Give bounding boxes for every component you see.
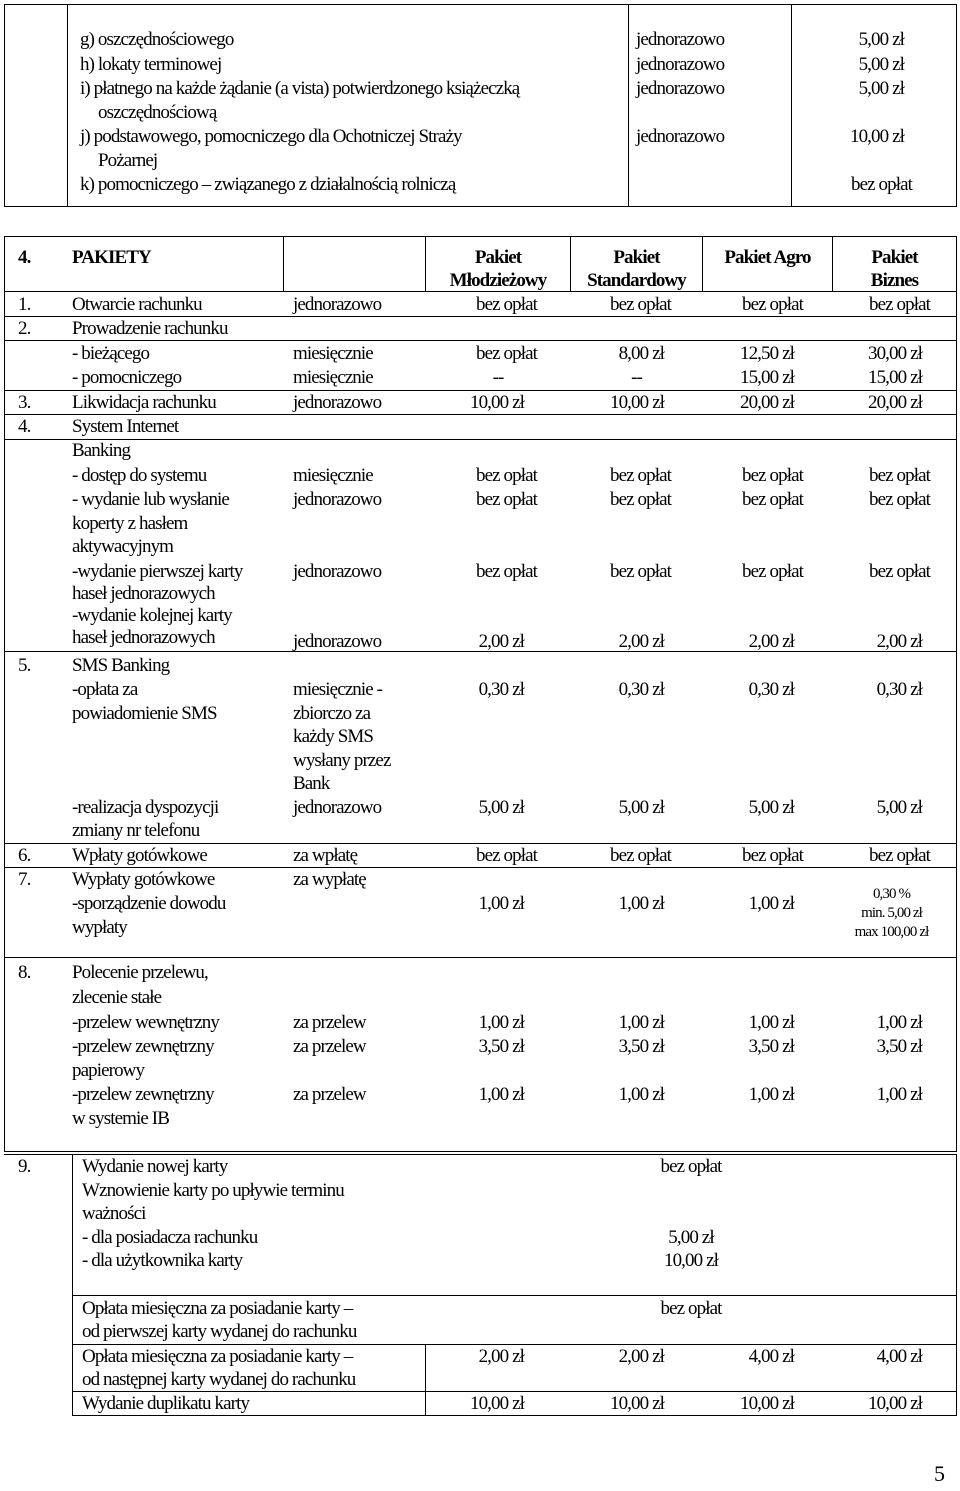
row-frequency-cont: każdy SMS <box>293 726 374 747</box>
row-fee: 10,00 zł <box>849 126 904 147</box>
rule <box>956 1154 957 1416</box>
rule <box>72 1415 957 1416</box>
row-frequency: jednorazowo <box>636 54 725 75</box>
fee-standardowy: bez opłat <box>609 465 671 486</box>
rule <box>4 4 957 5</box>
rule <box>72 1154 73 1416</box>
fee-agro: bez opłat <box>741 489 803 510</box>
row-label-cont: Pożarnej <box>98 150 158 171</box>
fee-mlodziezowy: bez opłat <box>475 465 537 486</box>
fee-standardowy: 0,30 zł <box>618 679 664 700</box>
fee-mlodziezowy: bez opłat <box>475 561 537 582</box>
section-number: 4. <box>18 247 31 268</box>
row-frequency: jednorazowo <box>636 29 725 50</box>
row-number: 2. <box>18 318 31 339</box>
row-label-cont: haseł jednorazowych <box>72 627 215 648</box>
fee-mlodziezowy: bez opłat <box>475 845 537 866</box>
fee-agro: 4,00 zł <box>748 1346 794 1367</box>
row-label: Wpłaty gotówkowe <box>72 845 207 866</box>
package-header: Pakiet Agro <box>724 247 811 268</box>
row-label: Prowadzenie rachunku <box>72 318 228 339</box>
fee-biznes: 0,30 % <box>872 886 911 902</box>
package-header: Pakiet <box>613 247 660 268</box>
row-label: -wydanie kolejnej karty <box>72 605 232 626</box>
row-label-cont: w systemie IB <box>72 1108 170 1129</box>
row-label: -realizacja dyspozycji <box>72 797 219 818</box>
row-frequency: jednorazowo <box>293 797 382 818</box>
fee-biznes-min: min. 5,00 zł <box>861 905 922 921</box>
fee-standardowy: 3,50 zł <box>618 1036 664 1057</box>
fee-mlodziezowy: 10,00 zł <box>469 392 524 413</box>
row-label-cont: -sporządzenie dowodu <box>72 893 226 914</box>
fee-standardowy: 10,00 zł <box>609 392 664 413</box>
row-label: Wypłaty gotówkowe <box>72 869 215 890</box>
fee-mlodziezowy: -- <box>492 367 504 388</box>
fee-mlodziezowy: 2,00 zł <box>478 1346 524 1367</box>
row-frequency-cont: zbiorczo za <box>293 703 371 724</box>
row-number: 1. <box>18 294 31 315</box>
package-header: Pakiet <box>871 247 918 268</box>
row-label: -przelew zewnętrzny <box>72 1036 214 1057</box>
row-frequency: miesięcznie - <box>293 679 383 700</box>
row-frequency: jednorazowo <box>293 489 382 510</box>
row-frequency: jednorazowo <box>293 294 382 315</box>
row-frequency-cont: Bank <box>293 773 330 794</box>
fee-agro: 1,00 zł <box>748 1084 794 1105</box>
fee-standardowy: 1,00 zł <box>618 1084 664 1105</box>
fee-biznes: 10,00 zł <box>867 1393 922 1414</box>
row-fee: 5,00 zł <box>858 54 904 75</box>
row-frequency: za przelew <box>293 1036 366 1057</box>
rule <box>72 1295 957 1296</box>
row-label: System Internet <box>72 416 179 437</box>
row-label-cont: - dla użytkownika karty <box>82 1250 243 1271</box>
fee-agro: bez opłat <box>741 294 803 315</box>
fee-standardowy: 8,00 zł <box>618 343 664 364</box>
row-fee: 5,00 zł <box>858 78 904 99</box>
row-label: Otwarcie rachunku <box>72 294 202 315</box>
fee-biznes: bez opłat <box>868 489 930 510</box>
fee-standardowy: 10,00 zł <box>609 1393 664 1414</box>
section-title: PAKIETY <box>72 247 151 268</box>
rule <box>67 4 68 207</box>
page-number: 5 <box>934 1461 945 1486</box>
fee-standardowy: bez opłat <box>609 489 671 510</box>
rule <box>4 206 957 207</box>
row-label: Likwidacja rachunku <box>72 392 216 413</box>
row-frequency: jednorazowo <box>293 631 382 652</box>
row-label: - dostęp do systemu <box>72 465 207 486</box>
row-label: h) lokaty terminowej <box>80 54 222 75</box>
fee-agro: bez opłat <box>741 845 803 866</box>
fee-mlodziezowy: 0,30 zł <box>478 679 524 700</box>
row-label: Wydanie duplikatu karty <box>82 1393 250 1414</box>
rule <box>628 4 629 207</box>
fee-mlodziezowy: 3,50 zł <box>478 1036 524 1057</box>
fee-agro: 20,00 zł <box>739 392 794 413</box>
fee-biznes: 5,00 zł <box>876 797 922 818</box>
rule <box>283 236 284 291</box>
row-fee: 5,00 zł <box>858 29 904 50</box>
row-number: 8. <box>18 962 31 983</box>
fee-agro: 0,30 zł <box>748 679 794 700</box>
row-frequency: jednorazowo <box>636 126 725 147</box>
fee-standardowy: 2,00 zł <box>618 1346 664 1367</box>
fee-standardowy: 2,00 zł <box>618 631 664 652</box>
row-frequency: za wpłatę <box>293 845 358 866</box>
fee-biznes: 20,00 zł <box>867 392 922 413</box>
row-label: g) oszczędnościowego <box>80 29 234 50</box>
row-label: -opłata za <box>72 679 138 700</box>
fee-standardowy: 1,00 zł <box>618 1012 664 1033</box>
fee-agro: 1,00 zł <box>748 893 794 914</box>
row-label: -wydanie pierwszej karty <box>72 561 243 582</box>
package-header: Młodzieżowy <box>449 270 547 291</box>
fee-biznes-max: max 100,00 zł <box>854 924 929 940</box>
row-frequency: miesięcznie <box>293 343 373 364</box>
fee-mlodziezowy: 5,00 zł <box>478 797 524 818</box>
row-fee: bez opłat <box>850 174 912 195</box>
fee-agro: bez opłat <box>741 465 803 486</box>
row-label-cont: od następnej karty wydanej do rachunku <box>82 1369 356 1390</box>
fee-mlodziezowy: bez opłat <box>475 343 537 364</box>
row-number: 4. <box>18 416 31 437</box>
row-label-cont: Banking <box>72 440 131 461</box>
fee-standardowy: 1,00 zł <box>618 893 664 914</box>
fee-biznes: bez opłat <box>868 561 930 582</box>
row-label: SMS Banking <box>72 655 170 676</box>
fee-biznes: 1,00 zł <box>876 1012 922 1033</box>
fee-mlodziezowy: bez opłat <box>475 489 537 510</box>
fee-mlodziezowy: 1,00 zł <box>478 893 524 914</box>
row-label: Polecenie przelewu, <box>72 962 208 983</box>
rule <box>4 1151 957 1152</box>
fee-biznes: 15,00 zł <box>867 367 922 388</box>
rule <box>956 236 957 1152</box>
rule <box>791 4 792 207</box>
row-frequency: za przelew <box>293 1012 366 1033</box>
fee-agro: 15,00 zł <box>739 367 794 388</box>
fee-biznes: 1,00 zł <box>876 1084 922 1105</box>
fee-standardowy: bez opłat <box>609 845 671 866</box>
row-label-cont: papierowy <box>72 1060 145 1081</box>
card-fee: 10,00 zł <box>663 1250 718 1271</box>
fee-biznes: 2,00 zł <box>876 631 922 652</box>
row-label-cont: zmiany nr telefonu <box>72 820 200 841</box>
fee-agro: 5,00 zł <box>748 797 794 818</box>
row-label: k) pomocniczego – związanego z działalnością rolniczą <box>80 174 456 195</box>
row-label: - pomocniczego <box>72 367 182 388</box>
rule <box>4 4 5 207</box>
row-number: 6. <box>18 845 31 866</box>
row-label-cont: - dla posiadacza rachunku <box>82 1227 258 1248</box>
fee-biznes: bez opłat <box>868 294 930 315</box>
fee-standardowy: -- <box>631 367 642 388</box>
card-fee: bez opłat <box>660 1298 722 1319</box>
fee-agro: 3,50 zł <box>748 1036 794 1057</box>
row-frequency: za wypłatę <box>293 869 366 890</box>
row-frequency: jednorazowo <box>293 561 382 582</box>
fee-mlodziezowy: 1,00 zł <box>478 1084 524 1105</box>
row-number: 3. <box>18 392 31 413</box>
card-fee: 5,00 zł <box>668 1227 714 1248</box>
rule <box>4 340 957 341</box>
row-label: - wydanie lub wysłanie <box>72 489 229 510</box>
fee-mlodziezowy: bez opłat <box>475 294 537 315</box>
row-label: Opłata miesięczna za posiadanie karty – <box>82 1346 353 1367</box>
card-fee: bez opłat <box>660 1156 722 1177</box>
row-label-cont: od pierwszej karty wydanej do rachunku <box>82 1321 357 1342</box>
row-label: - bieżącego <box>72 343 150 364</box>
fee-biznes: 4,00 zł <box>876 1346 922 1367</box>
row-label: Wznowienie karty po upływie terminu <box>82 1180 344 1201</box>
rule <box>4 236 957 237</box>
row-label: Opłata miesięczna za posiadanie karty – <box>82 1298 353 1319</box>
row-frequency-cont: wysłany przez <box>293 750 391 771</box>
fee-mlodziezowy: 1,00 zł <box>478 1012 524 1033</box>
row-frequency: miesięcznie <box>293 367 373 388</box>
row-label-cont: wypłaty <box>72 917 127 938</box>
rule <box>956 4 957 207</box>
row-frequency: miesięcznie <box>293 465 373 486</box>
fee-agro: 10,00 zł <box>739 1393 794 1414</box>
row-label: j) podstawowego, pomocniczego dla Ochotniczej Straży <box>80 126 462 147</box>
row-number: 5. <box>18 655 31 676</box>
row-label: Wydanie nowej karty <box>82 1156 228 1177</box>
fee-agro: 12,50 zł <box>739 343 794 364</box>
fee-biznes: 0,30 zł <box>876 679 922 700</box>
fee-agro: 2,00 zł <box>748 631 794 652</box>
fee-mlodziezowy: 2,00 zł <box>478 631 524 652</box>
fee-standardowy: 5,00 zł <box>618 797 664 818</box>
package-header: Biznes <box>870 270 919 291</box>
row-label-cont: aktywacyjnym <box>72 536 174 557</box>
row-number: 9. <box>18 1156 31 1177</box>
fee-biznes: bez opłat <box>868 465 930 486</box>
row-frequency: jednorazowo <box>293 392 382 413</box>
fee-biznes: 3,50 zł <box>876 1036 922 1057</box>
row-label-cont: oszczędnościową <box>98 102 217 123</box>
fee-standardowy: bez opłat <box>609 294 671 315</box>
rule <box>4 957 957 958</box>
row-label-cont: koperty z hasłem <box>72 513 188 534</box>
fee-mlodziezowy: 10,00 zł <box>469 1393 524 1414</box>
fee-agro: bez opłat <box>741 561 803 582</box>
row-label-cont: haseł jednorazowych <box>72 583 215 604</box>
fee-biznes: bez opłat <box>868 845 930 866</box>
fee-agro: 1,00 zł <box>748 1012 794 1033</box>
row-label-cont: ważności <box>82 1203 146 1224</box>
rule <box>4 439 957 440</box>
fee-standardowy: bez opłat <box>609 561 671 582</box>
fee-biznes: 30,00 zł <box>867 343 922 364</box>
row-number: 7. <box>18 869 31 890</box>
rule <box>4 236 5 1152</box>
row-frequency: jednorazowo <box>636 78 725 99</box>
package-header: Standardowy <box>587 270 686 291</box>
row-label-cont: zlecenie stałe <box>72 987 162 1008</box>
row-label: -przelew wewnętrzny <box>72 1012 219 1033</box>
row-frequency: za przelew <box>293 1084 366 1105</box>
row-label: i) płatnego na każde żądanie (a vista) potwierdzonego książeczką <box>80 78 520 99</box>
package-header: Pakiet <box>474 247 522 268</box>
row-label-cont: powiadomienie SMS <box>72 703 217 724</box>
row-label: -przelew zewnętrzny <box>72 1084 214 1105</box>
